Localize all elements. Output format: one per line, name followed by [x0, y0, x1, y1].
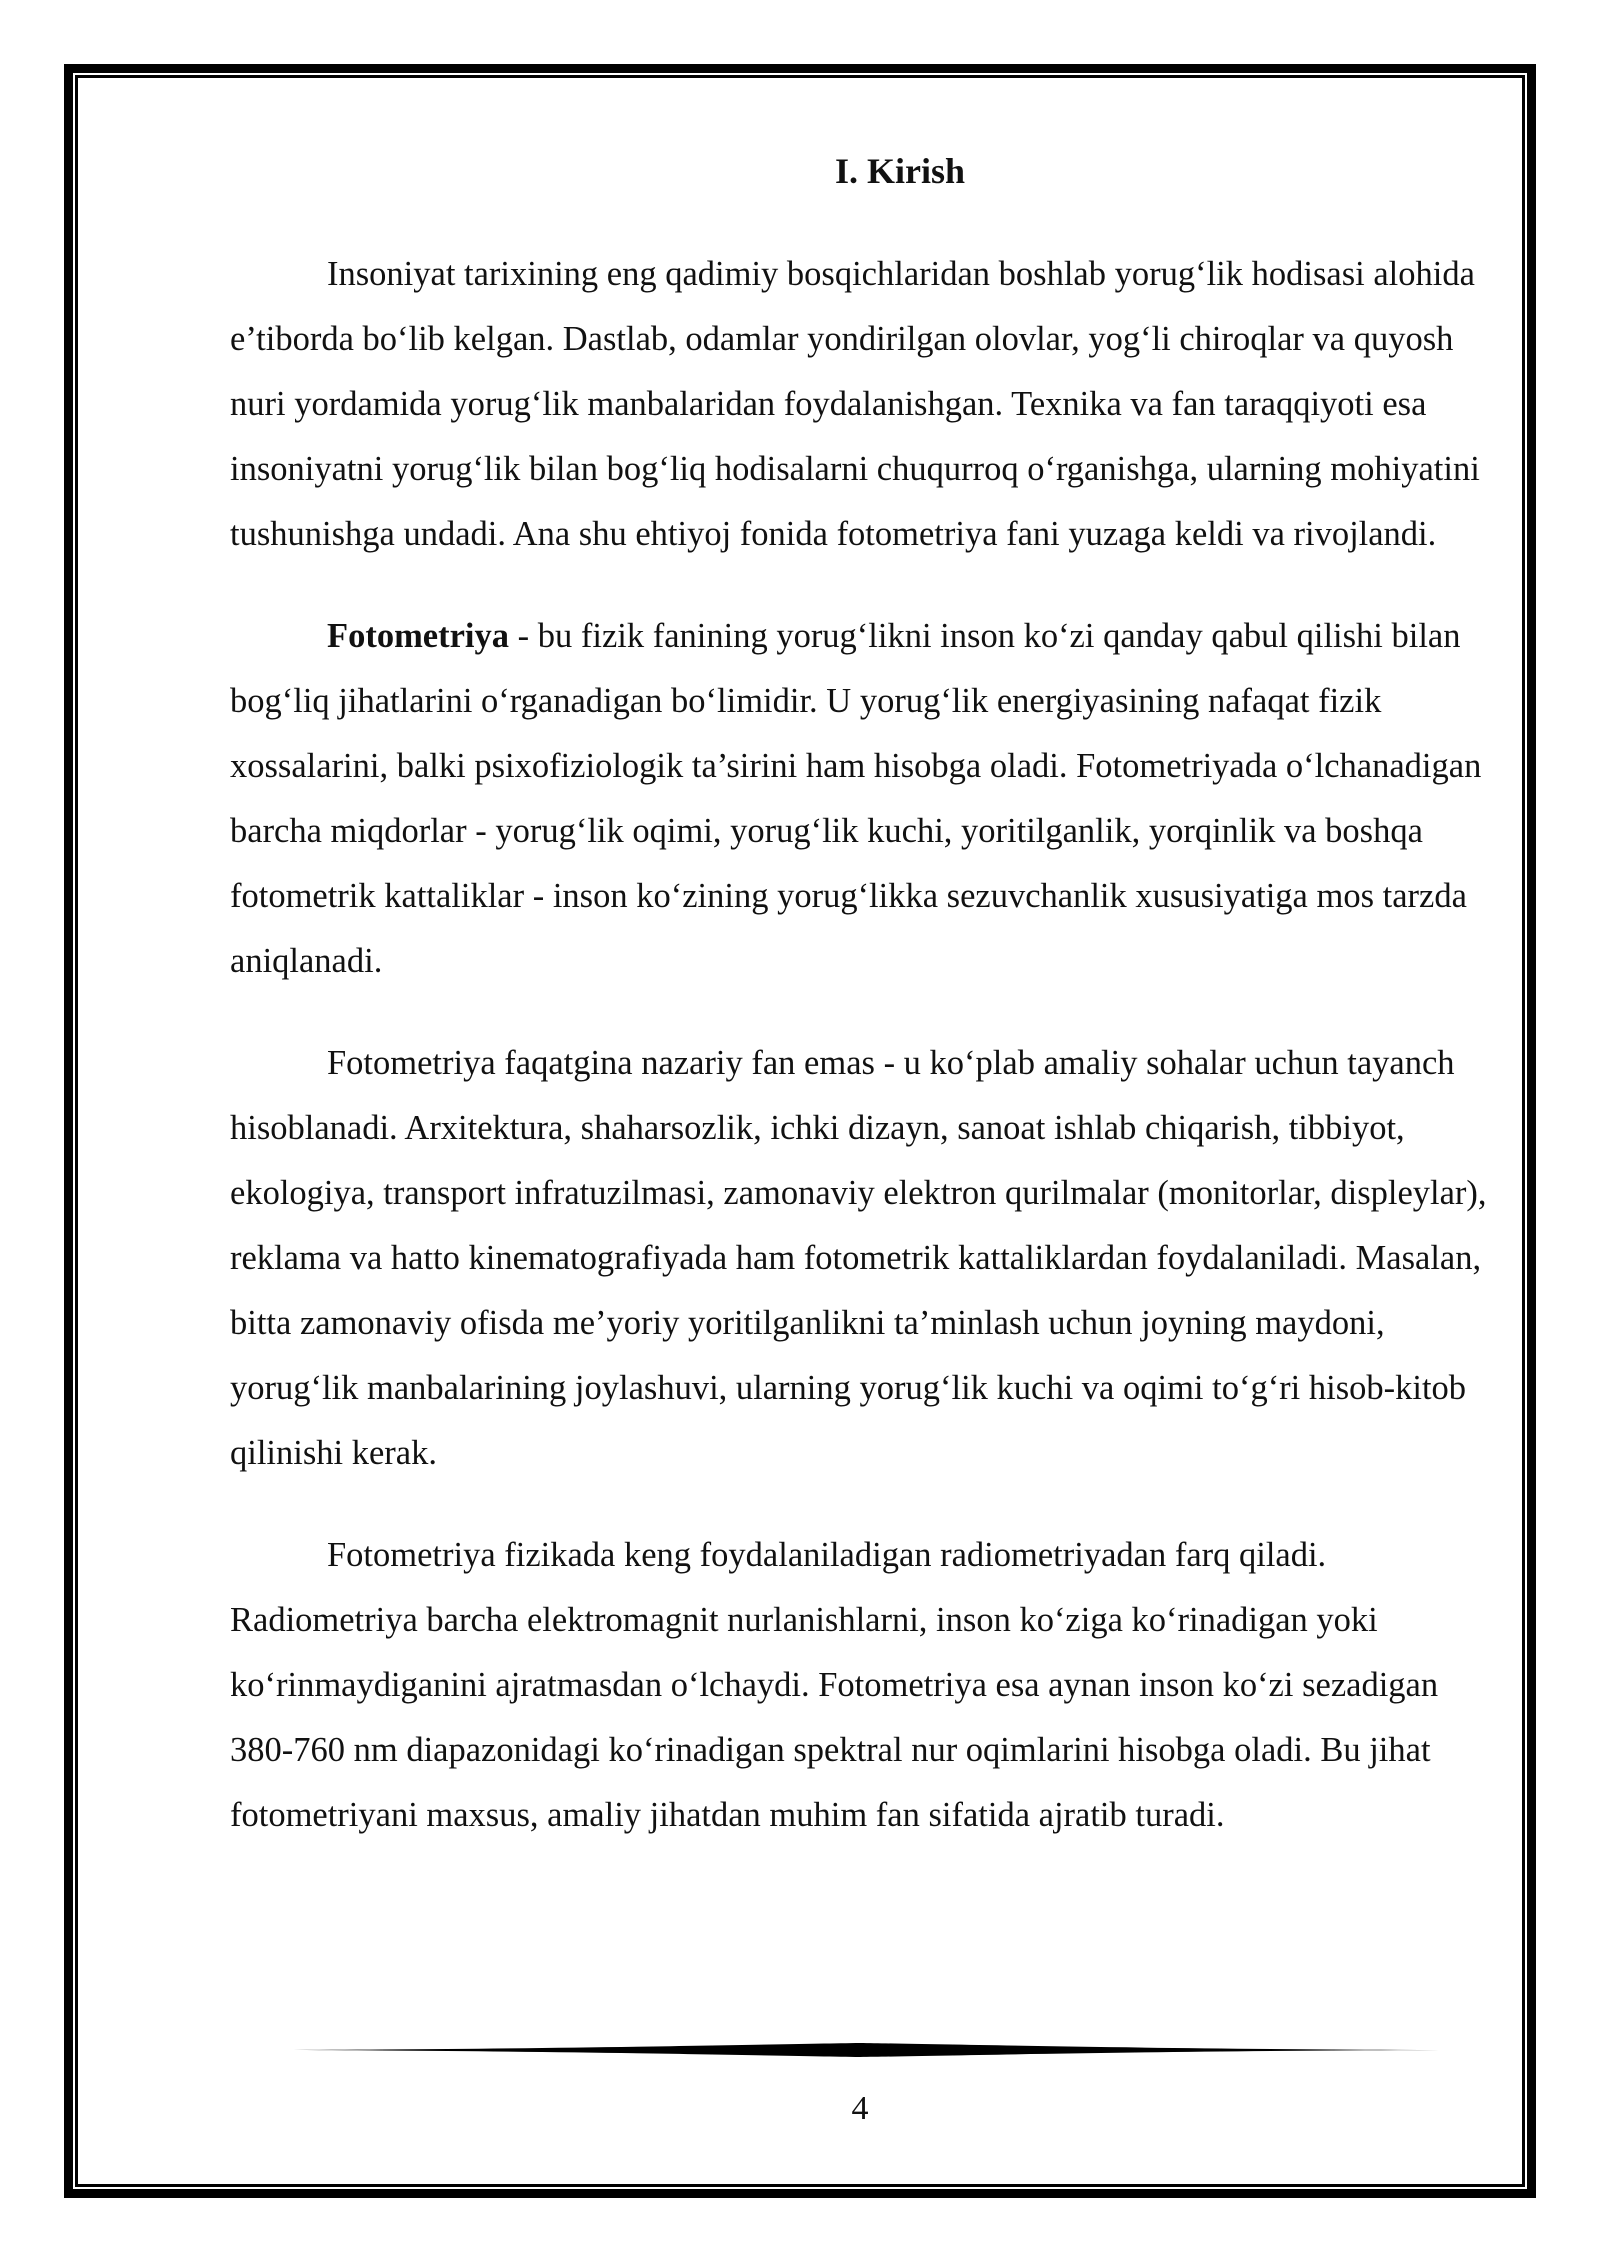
page-number: 4 — [851, 2090, 869, 2127]
paragraph-2-text: - bu fizik fanining yorug‘likni inson ko‘zi qanday qabul qilishi bilan bog‘liq jihatlarini o‘rganadigan bo‘limidir. U yorug‘lik energiyasining nafaqat fizik xossalarini, balki psixofiziologik ta’sirini ham hisobga oladi. Fotometriyada o‘lchanadigan barcha miqdorlar - yorug‘lik oqimi, yorug‘lik kuchi, yoritilganlik, yorqinlik va boshqa fotometrik kattaliklar - inson ko‘zining yorug‘likka sezuvchanlik xususiyatiga mos tarzda aniqlanadi. — [230, 617, 1482, 980]
paragraph-4: Fotometriya fizikada keng foydalaniladigan radiometriyadan farq qiladi. Radiometriya barcha elektromagnit nurlanishlarni, inson ko‘ziga ko‘rinadigan yoki ko‘rinmaydiganini ajratmasdan o‘lchaydi. Fotometriya esa aynan inson ko‘zi sezadigan 380-760 nm diapazonidagi ko‘rinadigan spektral nur oqimlarini hisobga oladi. Bu jihat fotometriyani maxsus, amaliy jihatdan muhim fan sifatida ajratib turadi. — [230, 1536, 1439, 1834]
decorative-divider — [280, 2040, 1440, 2060]
page-content — [230, 150, 1490, 1885]
paragraph-1: Insoniyat tarixining eng qadimiy bosqichlaridan boshlab yorug‘lik hodisasi alohida e’tiborda bo‘lib kelgan. Dastlab, odamlar yondirilgan olovlar, yog‘li chiroqlar va quyosh nuri yordamida yorug‘lik manbalaridan foydalanishgan. Texnika va fan taraqqiyoti esa insoniyatni yorug‘lik bilan bog‘liq hodisalarni chuqurroq o‘rganishga, ularning mohiyatini tushunishga undadi. Ana shu ehtiyoj fonida fotometriya fani yuzaga keldi va rivojlandi. — [230, 255, 1480, 553]
paragraph-3: Fotometriya faqatgina nazariy fan emas - u ko‘plab amaliy sohalar uchun tayanch hisoblanadi. Arxitektura, shaharsozlik, ichki dizayn, sanoat ishlab chiqarish, tibbiyot, ekologiya, transport infratuzilmasi, zamonaviy elektron qurilmalar (monitorlar, displeylar), reklama va hatto kinematografiyada ham fotometrik kattaliklardan foydalaniladi. Masalan, bitta zamonaviy ofisda me’yoriy yoritilganlikni ta’minlash uchun joyning maydoni, yorug‘lik manbalarining joylashuvi, ularning yorug‘lik kuchi va oqimi to‘g‘ri hisob-kitob qilinishi kerak. — [230, 1044, 1487, 1472]
term-fotometriya: Fotometriya — [327, 617, 510, 655]
section-heading: I. Kirish — [834, 151, 966, 191]
paragraph-2 — [230, 604, 1490, 994]
